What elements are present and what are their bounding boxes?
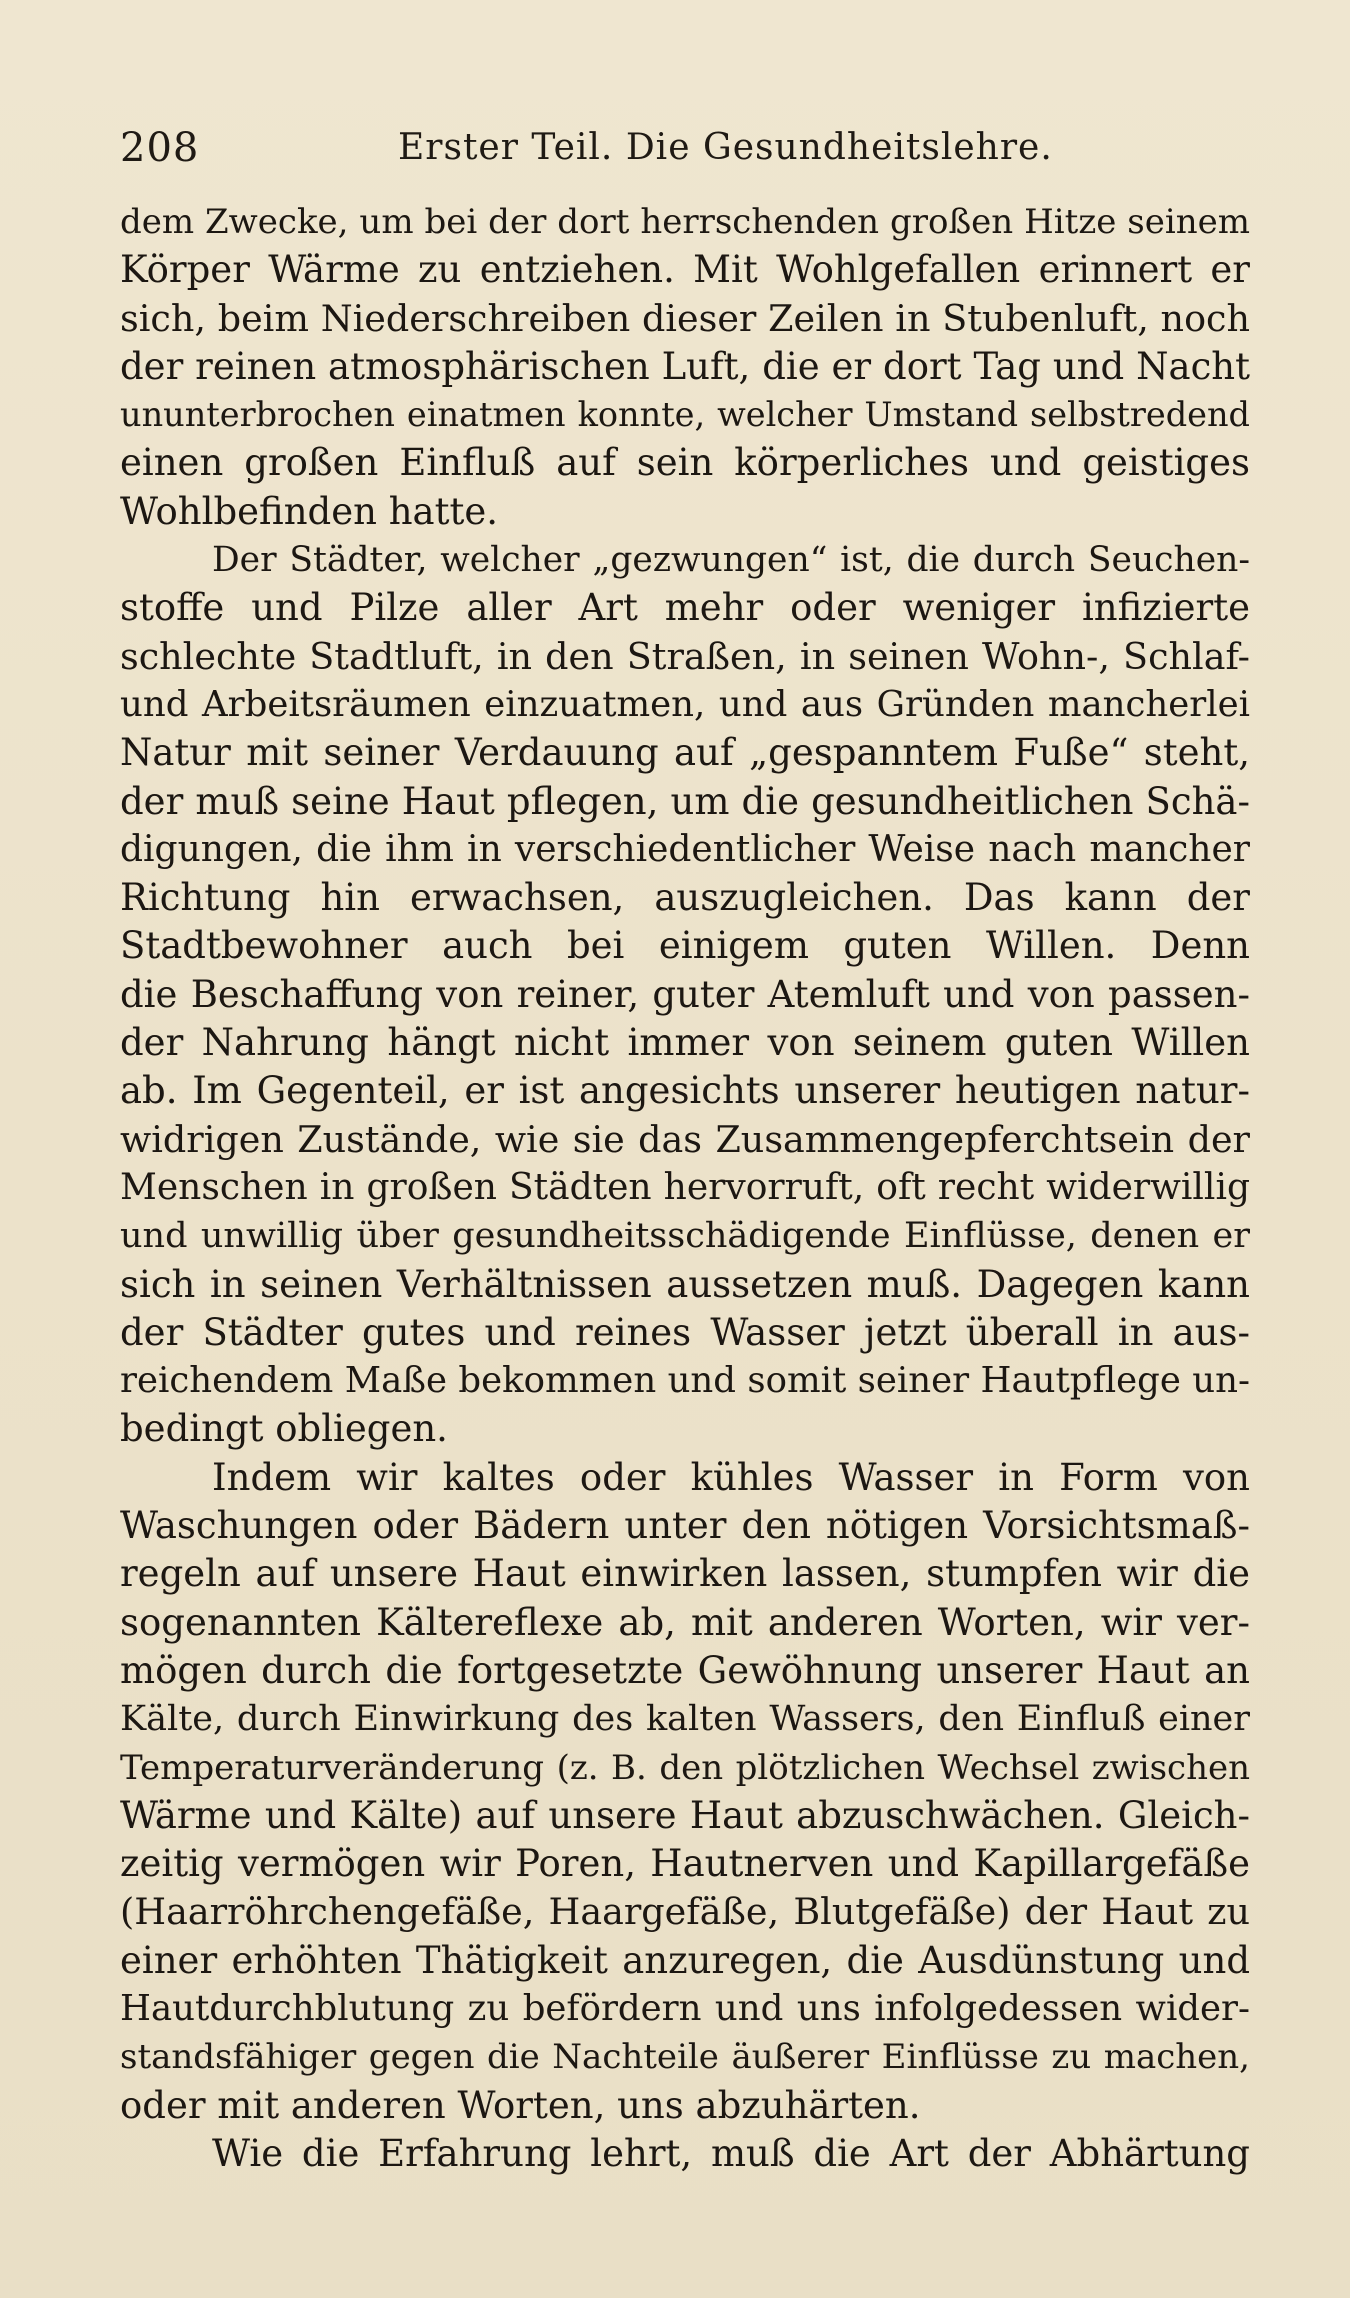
text-line: reichendem Maße bekommen und somit seiner Hautpflege un- [120,1360,1250,1402]
page-number: 208 [120,125,200,171]
text-line: sich in seinen Verhältnissen aussetzen muß. Dagegen kann [120,1262,1250,1306]
text-line: Wärme und Kälte) auf unsere Haut abzuschwächen. Gleich- [120,1793,1250,1837]
text-line: zeitig vermögen wir Poren, Hautnerven und Kapillargefäße [120,1842,1250,1886]
text-line: schlechte Stadtluft, in den Straßen, in seinen Wohn-, Schlaf- [120,634,1250,678]
text-line: die Beschaffung von reiner, guter Atemluft und von passen- [120,972,1250,1016]
text-line: Natur mit seiner Verdauung auf „gespanntem Fuße“ steht, [120,731,1250,775]
text-line: mögen durch die fortgesetzte Gewöhnung unserer Haut an [120,1648,1250,1692]
text-line: digungen, die ihm in verschiedentlicher Weise nach mancher [120,828,1250,870]
text-line: der Städter gutes und reines Wasser jetzt überall in aus- [120,1310,1250,1354]
text-line: ab. Im Gegenteil, er ist angesichts unserer heutigen natur- [120,1069,1250,1113]
text-line: und unwillig über gesundheitsschädigende Einflüsse, denen er [120,1216,1250,1257]
text-line: widrigen Zustände, wie sie das Zusammengepferchtsein der [120,1117,1250,1161]
text-line: Indem wir kaltes oder kühles Wasser in Form von [212,1455,1250,1499]
text-line: Der Städter, welcher „gezwungen“ ist, die durch Seuchen- [212,540,1250,581]
text-line: (Haarröhrchengefäße, Haargefäße, Blutgefäße) der Haut zu [120,1890,1250,1934]
text-line: der muß seine Haut pflegen, um die gesundheitlichen Schä- [120,779,1250,823]
text-line: Waschungen oder Bädern unter den nötigen Vorsichtsmaß- [120,1504,1250,1548]
text-line: sogenannten Kältereflexe ab, mit anderen Worten, wir ver- [120,1600,1250,1644]
text-line: Menschen in großen Städten hervorruft, oft recht widerwillig [120,1166,1250,1208]
body-text [120,198,1250,2178]
page-header [120,118,1250,178]
text-line: der Nahrung hängt nicht immer von seinem guten Willen [120,1021,1250,1065]
text-line: Hautdurchblutung zu befördern und uns infolgedessen wider- [120,1987,1250,2029]
text-line: und Arbeitsräumen einzuatmen, und aus Gründen mancherlei [120,683,1250,725]
text-line: dem Zwecke, um bei der dort herrschenden großen Hitze seinem [120,202,1250,242]
text-line: der reinen atmosphärischen Luft, die er dort Tag und Nacht [120,344,1250,388]
text-line: Stadtbewohner auch bei einigem guten Willen. Denn [120,924,1250,968]
text-line: Wohlbefinden hatte. [120,489,499,533]
text-line: Richtung hin erwachsen, auszugleichen. Das kann der [120,876,1250,920]
text-line: stoffe und Pilze aller Art mehr oder weniger infizierte [120,586,1250,630]
text-line: Kälte, durch Einwirkung des kalten Wassers, den Einfluß einer [120,1699,1250,1740]
text-line: einen großen Einfluß auf sein körperliches und geistiges [120,441,1250,485]
text-line: Körper Wärme zu entziehen. Mit Wohlgefallen erinnert er [120,248,1250,292]
text-line: bedingt obliegen. [120,1407,448,1451]
running-head: Erster Teil. Die Gesundheitslehre. [398,127,1053,168]
text-line: Wie die Erfahrung lehrt, muß die Art der Abhärtung [212,2131,1250,2175]
text-line: sich, beim Niederschreiben dieser Zeilen in Stubenluft, noch [120,296,1250,340]
text-line: ununterbrochen einatmen konnte, welcher Umstand selbstredend [120,395,1250,435]
text-line: einer erhöhten Thätigkeit anzuregen, die Ausdünstung und [120,1938,1250,1982]
text-line: regeln auf unsere Haut einwirken lassen, stumpfen wir die [120,1552,1250,1596]
text-line: standsfähiger gegen die Nachteile äußerer Einflüsse zu machen, [120,2037,1250,2078]
text-line: Temperaturveränderung (z. B. den plötzlichen Wechsel zwischen [120,1747,1250,1788]
text-line: oder mit anderen Worten, uns abzuhärten. [120,2083,921,2127]
